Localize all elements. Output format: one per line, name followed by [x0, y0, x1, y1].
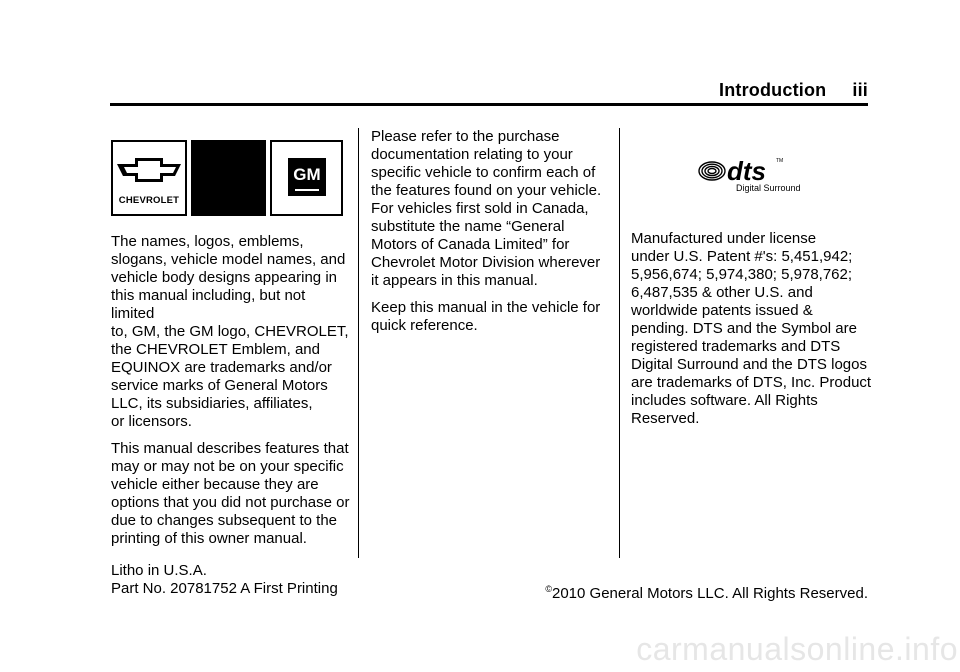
footer-left	[111, 562, 338, 598]
purchase-docs-paragraph: Please refer to the purchase documentation relating to your specific vehicle to confirm each of the features found on your vehicle. For vehicles first sold in Canada, substitute the name “General Motors of Canada Limited” for Chevrolet Motor Division wherever it appears in this manual.	[371, 128, 602, 289]
chevrolet-wordmark: CHEVROLET	[118, 195, 180, 206]
page-header	[719, 80, 868, 101]
features-paragraph: This manual describes features that may or may not be on your specific vehicle either because they are options that you did not purchase or due to changes subsequent to the printing of this owner manual.	[111, 440, 350, 547]
section-title: Introduction	[719, 80, 827, 100]
gm-underline	[295, 189, 319, 191]
dts-wordmark: dts	[727, 156, 766, 186]
dts-trademark: TM	[776, 158, 784, 164]
litho-text: Litho in U.S.A.	[111, 562, 207, 579]
part-number-text: Part No. 20781752 A First Printing	[111, 580, 338, 597]
column-divider-2	[619, 128, 620, 558]
dts-subtitle: Digital Surround	[736, 183, 801, 193]
column-divider-1	[358, 128, 359, 558]
page-number: iii	[852, 80, 868, 100]
column-3	[631, 230, 873, 437]
chevrolet-bowtie-icon	[113, 144, 185, 194]
license-paragraph: Manufactured under license under U.S. Patent #'s: 5,451,942; 5,956,674; 5,974,380; 5,978,762; 6,487,535 & other U.S. and worldwide patents issued & pending. DTS and the Symbol are registered trademarks and DTS Digital Surround and the DTS logos are trademarks of DTS, Inc. Product includes software. All Rights Reserved.	[631, 230, 872, 427]
trademark-paragraph: The names, logos, emblems, slogans, vehicle model names, and vehicle body designs appearing in this manual including, but not limited to, GM, the GM logo, CHEVROLET, the CHEVROLET Emblem, and EQUINOX are trademarks and/or service marks of General Motors LLC, its subsidiaries, affiliates, or licensors.	[111, 233, 349, 430]
gm-wordmark: GM	[293, 165, 321, 184]
dts-logo	[698, 154, 808, 194]
gm-logo-mark	[288, 158, 326, 196]
column-2	[371, 128, 611, 344]
dts-disc-icon	[699, 162, 725, 180]
watermark: carmanualsonline.info	[636, 631, 958, 667]
copyright-notice	[545, 580, 868, 603]
copyright-text: 2010 General Motors LLC. All Rights Reserved.	[552, 585, 868, 602]
emblem-black-box	[191, 140, 266, 216]
header-rule	[110, 103, 868, 106]
keep-manual-paragraph: Keep this manual in the vehicle for quick reference.	[371, 299, 601, 334]
column-1	[111, 233, 351, 557]
chevrolet-logo	[111, 140, 187, 216]
copyright-symbol: ©	[545, 584, 552, 594]
gm-logo	[270, 140, 343, 216]
